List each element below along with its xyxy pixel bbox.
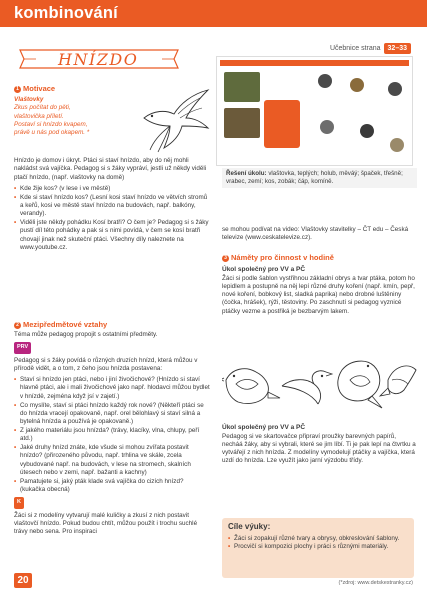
section-label: Náměty pro činnost v hodině [231, 253, 334, 262]
list-item: • Procvičí si kompozici plochy i práci s různými materiály. [228, 543, 408, 551]
page-number: 20 [14, 573, 32, 588]
k-tag: K [14, 497, 24, 508]
motivace-body [14, 157, 210, 253]
k-text: Žáci si z modelíny vytvarují malé kuličky a zkusí z nich postavit vlaštovčí hnízdo. Pokud budou chtít, můžou použít i trochu suchlé trávy nebo sena. Pro inspiraci [14, 511, 198, 536]
motivace-bullets [14, 185, 210, 252]
task-text: Žáci si podle šablon vystřihnou základní obrys a tvar ptáka, potom ho lepidlem a postupně na něj lepí různé druhy koření (např. kmín, pepř, nové koření, bobkový list, sladká paprika) nebo drobné luštěniny (čočka, hrášek), rýži, těstoviny. Po zaschnutí si pedagog vyznicé ptáčky vezme a postřiká je bezbarvým lakem. [222, 274, 415, 315]
list-item: • Kde si staví hnízdo kos? (Lesní kosi staví hnízdo ve větvích stromů a keřů, kosi ve městě staví hnízdo na budovách, např. balkóny, verandy). [14, 194, 210, 219]
thumbnail-panel [264, 100, 300, 148]
textbook-pages: 32–33 [384, 43, 411, 54]
section-number: 1 [14, 86, 21, 93]
solution-text: vlaštovka, teplých; holub, měváý; špaček, třešně; vrabec, zemí; kos, zobák; čáp, komíně. [226, 170, 403, 186]
section-namety-heading [222, 253, 334, 263]
list-item: • Kde žije kos? (v lese i ve městě) [14, 185, 210, 193]
mezipredmetove-intro: Téma může pedagog propojit s ostatními předměty. [14, 331, 158, 338]
goals-heading: Cíle výuky: [228, 522, 271, 531]
birds-drawing [222, 350, 418, 416]
header-title: kombinování [14, 4, 118, 22]
textbook-thumbnail-header [220, 60, 409, 66]
solution-box [222, 168, 417, 188]
thumbnail-bird [360, 124, 374, 138]
thumbnail-bird [388, 82, 402, 96]
poem [14, 96, 144, 137]
section-number: 2 [14, 322, 21, 329]
source-footnote: (*zdroj: www.detskestranky.cz) [338, 580, 413, 586]
task-text: Pedagog si ve skartovačce připraví proužky barevných papírů, necháá žáky, aby si vybrali, které se jim líbí. Ti je pak lepí na čtvrtku a vytvářejí z nich hnízda. Z modelíny vymodelují ptáčky a vajíčka, která uzdí do hnízda. Lze využít jako jarní výzdobu třídy. [222, 432, 416, 465]
poem-line: vlaštovička přiletí. [14, 112, 64, 120]
task-title: Úkol společný pro VV a PČ [222, 424, 306, 431]
section-mezipredmetove-heading [14, 320, 107, 330]
solution-label: Řešení úkolu: [226, 170, 267, 177]
section-label: Mezipředmětové vztahy [23, 320, 108, 329]
textbook-reference [330, 43, 411, 54]
thumbnail-bird [320, 120, 334, 134]
goals-bullets [228, 535, 408, 552]
poem-line: Zkus počítat do pěti, [14, 104, 71, 112]
list-item: • Staví si hnízdo jen ptáci, nebo i jiní živočichové? (Hnízdo si staví hlavně ptáci, ale i mali živočichové jako např. hlodavci můžou bydlet v hnízdě, zejména když jsí v zajetí.) [14, 376, 210, 401]
list-item: • Co myslíte, staví si ptáci hnízdo každý rok nové? (Někteří ptáci se do hnízda vracejí opakovaně, např. orel bělohlavý si staví silná a bytelná hnízda a používá je opakovaně.) [14, 402, 210, 427]
thumbnail-photo [224, 72, 260, 102]
section-number: 3 [222, 255, 229, 262]
video-text: se mohou podívat na video: Vlaštovky stavitelky – ČT edu – Česká televize (www.ceskatelevize.cz). [222, 226, 409, 242]
page-title: HNÍZDO [58, 50, 139, 69]
header-bar [0, 0, 427, 27]
list-item: • Z jakého materiálu jsou hnízda? (trávy, klacíky, vlna, chlupy, peří atd.) [14, 427, 210, 444]
list-item: • Jaké druhy hnízd znáte, kde všude si mohou zvířata postavit hnízdo? (přirozeného původu, např. trhlina ve skále, zcela vybudované např. na budovách, v lese na stromech, skalních útesech nebo v zemi, např. bažanti a kachny) [14, 444, 210, 477]
task-title: Úkol společný pro VV a PČ [222, 266, 306, 273]
thumbnail-bird [390, 138, 404, 152]
list-item: • Žáci si zopakují různé tvary a obrysy, obkreslování šablony. [228, 535, 408, 543]
swallow-illustration [140, 88, 212, 154]
section-label: Motivace [23, 84, 56, 93]
mezipredmetove-body [14, 331, 210, 539]
list-item: • Viděli jste někdy pohádku Kosí bratři? O čem je? Pedagog si s žáky pustí díl této pohádky a pak si s nimi povídá, v čem se kosí bratři chovají jinak než skuteční ptáci. Všechny díly naleznete na www.youtube.cz. [14, 219, 210, 252]
poem-line: Postaví si hnízdo kvapem, [14, 120, 88, 128]
prv-text: Pedagog si s žáky povídá o různých druzích hnízd, která můžou v přírodě vidět, a o tom, z čeho jsou hnízda postavena: [14, 356, 198, 372]
thumbnail-photo [224, 108, 260, 138]
section-motivace-heading [14, 84, 55, 94]
prv-bullets [14, 376, 210, 494]
goals-box [222, 518, 414, 578]
motivace-intro: Hnízdo je domov i úkryt. Ptáci si staví hnízdo, aby do něj mohli nakládst svá vajíčka. Pedagog si s žáky vypráví, jestli už někdy viděli ptačí hnízdo, (např. vlaštovky na domě) [14, 157, 207, 181]
textbook-label: Učebnice strana [329, 45, 381, 52]
prv-tag: PRV [14, 342, 31, 353]
list-item: • Pamatujete si, jaký pták klade svá vajíčka do cizích hnízd? (kukačka obecná) [14, 478, 210, 495]
video-note [222, 226, 418, 246]
namety-body-2 [222, 424, 418, 469]
namety-body-1 [222, 266, 418, 319]
thumbnail-bird [318, 74, 332, 88]
poem-title: Vlaštovky [14, 96, 44, 103]
textbook-thumbnail [216, 56, 413, 166]
title-banner [14, 48, 184, 70]
poem-line: právě u nás pod okapem. * [14, 129, 90, 137]
thumbnail-bird [350, 78, 364, 92]
